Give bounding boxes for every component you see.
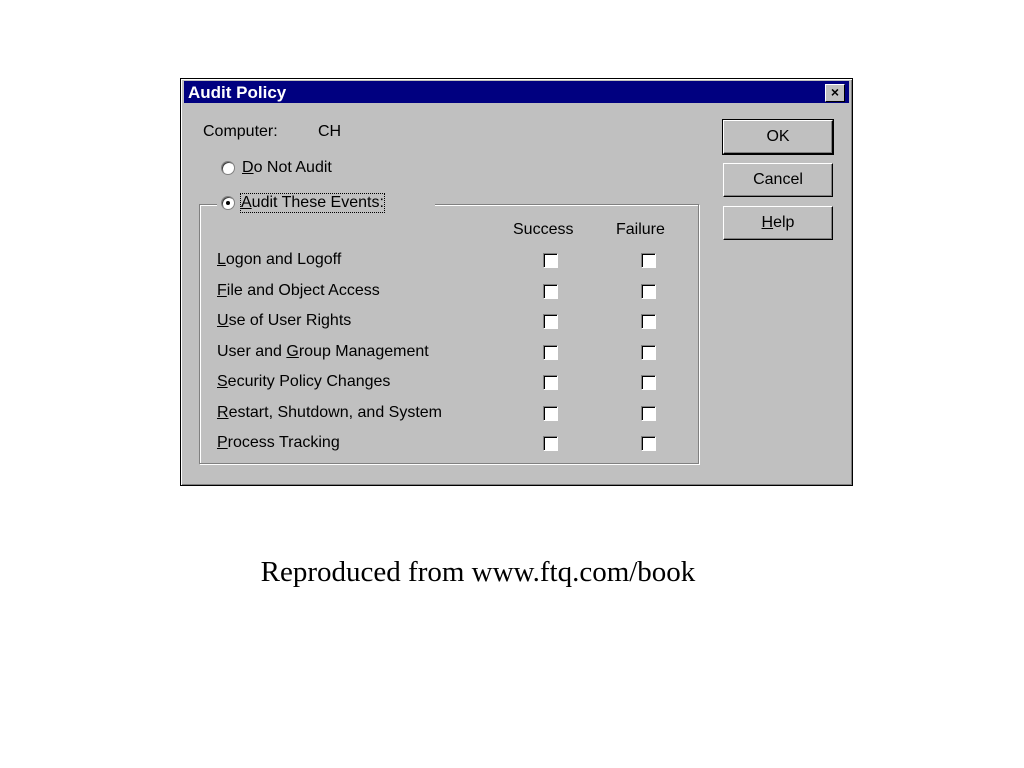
event-label-pre: User and — [217, 342, 287, 360]
failure-checkbox[interactable] — [641, 406, 656, 421]
access-key: A — [241, 194, 252, 211]
access-key: H — [761, 214, 774, 231]
radio-label: udit These Events: — [251, 194, 384, 211]
event-row — [217, 282, 697, 302]
event-row — [217, 404, 697, 424]
radio-audit-these-events[interactable] — [217, 192, 435, 214]
computer-value: CH — [318, 123, 342, 140]
success-checkbox[interactable] — [543, 406, 558, 421]
access-key: R — [217, 403, 229, 421]
computer-label: Computer: — [203, 123, 278, 140]
caption: Reproduced from www.ftq.com/book — [260, 556, 696, 588]
success-checkbox[interactable] — [543, 375, 558, 390]
help-label: elp — [773, 214, 795, 231]
radio-button[interactable] — [221, 196, 235, 210]
title-bar[interactable] — [184, 81, 849, 103]
access-key: P — [217, 434, 228, 451]
access-key: U — [217, 312, 229, 329]
cancel-button[interactable]: Cancel — [723, 163, 833, 197]
success-checkbox[interactable] — [543, 436, 558, 451]
radio-label: o Not Audit — [253, 159, 332, 176]
event-row — [217, 312, 697, 332]
event-label: rocess Tracking — [227, 434, 340, 451]
failure-checkbox[interactable] — [641, 345, 656, 360]
success-checkbox[interactable] — [543, 284, 558, 299]
audit-events-group — [199, 204, 699, 464]
failure-checkbox[interactable] — [641, 436, 656, 451]
event-label: roup Management — [298, 342, 429, 360]
access-key: S — [217, 373, 228, 390]
column-failure: Failure — [616, 221, 665, 238]
failure-checkbox[interactable] — [641, 253, 656, 268]
event-label: ogon and Logoff — [225, 251, 342, 268]
failure-checkbox[interactable] — [641, 314, 656, 329]
success-checkbox[interactable] — [543, 314, 558, 329]
access-key: L — [217, 251, 226, 268]
event-row — [217, 434, 697, 454]
event-label: estart, Shutdown, and System — [228, 403, 443, 421]
failure-checkbox[interactable] — [641, 284, 656, 299]
radio-button[interactable] — [221, 161, 235, 175]
event-row — [217, 373, 697, 393]
access-key: G — [286, 342, 299, 360]
event-row — [217, 343, 697, 363]
success-checkbox[interactable] — [543, 253, 558, 268]
help-button[interactable] — [723, 206, 833, 240]
audit-policy-dialog — [180, 78, 853, 486]
event-row — [217, 251, 697, 271]
close-button[interactable]: × — [825, 84, 845, 102]
column-success: Success — [513, 221, 574, 238]
ok-button[interactable]: OK — [723, 120, 833, 154]
event-label: se of User Rights — [228, 312, 352, 329]
event-label: ile and Object Access — [226, 281, 380, 299]
access-key: F — [217, 281, 227, 299]
failure-checkbox[interactable] — [641, 375, 656, 390]
access-key: D — [242, 159, 254, 176]
event-label: ecurity Policy Changes — [227, 373, 391, 390]
success-checkbox[interactable] — [543, 345, 558, 360]
dialog-title: Audit Policy — [188, 83, 287, 102]
